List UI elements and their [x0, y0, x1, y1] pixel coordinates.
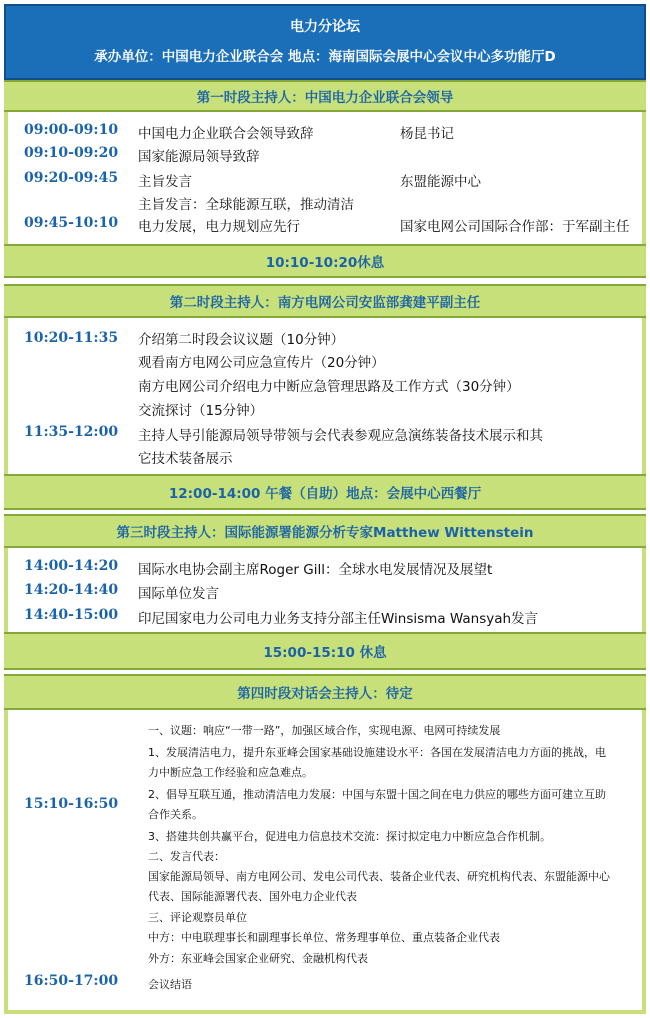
session1-time: 09:10-09:20	[24, 145, 119, 161]
session1-speaker: 东盟能源中心	[400, 174, 481, 190]
session3-time: 14:40-15:00	[24, 607, 119, 623]
session1-item: 主旨发言	[138, 174, 192, 190]
forum-host-location: 承办单位：中国电力企业联合会 地点：海南国际会展中心会议中心多功能厅D	[94, 49, 556, 65]
session4-item: 3、搭建共创共赢平台，促进电力信息技术交流：探讨拟定电力中断应急合作机制。	[148, 830, 551, 843]
session3-item: 印尼国家电力公司电力业务支持分部主任Winsisma Wansyah发言	[138, 611, 539, 627]
forum-header	[4, 4, 646, 80]
session3-time: 14:00-14:20	[24, 558, 119, 574]
session3-item: 国际水电协会副主席Roger Gill：全球水电发展情况及展望t	[138, 562, 493, 578]
session3-item: 国际单位发言	[138, 586, 219, 602]
break1-band: 10:10-10:20休息	[4, 244, 646, 278]
session2-item: 南方电网公司介绍电力中断应急管理思路及工作方式（30分钟）	[138, 379, 520, 395]
session4-item: 力中断应急工作经验和应急难点。	[148, 766, 313, 779]
session4-item: 2、倡导互联互通，推动清洁电力发展：中国与东盟十国之间在电力供应的哪些方面可建立互助	[148, 788, 606, 801]
session2-item: 观看南方电网公司应急宣传片（20分钟）	[138, 355, 385, 371]
session1-time: 09:45-10:10	[24, 215, 119, 231]
session1-item: 中国电力企业联合会领导致辞	[138, 126, 314, 142]
session4-title: 第四时段对话会主持人：待定	[4, 674, 646, 710]
session4-item: 中方：中电联理事长和副理事长单位、常务理事单位、重点装备企业代表	[148, 931, 500, 944]
session4-body	[4, 710, 646, 1014]
session2-item: 交流探讨（15分钟）	[138, 403, 264, 419]
session4-time: 16:50-17:00	[24, 973, 119, 989]
forum-title: 电力分论坛	[290, 19, 360, 35]
session2-body	[4, 318, 646, 474]
session3-title: 第三时段主持人：国际能源署能源分析专家Matthew Wittenstein	[4, 514, 646, 548]
session1-body	[4, 112, 646, 244]
session2-item: 介绍第二时段会议议题（10分钟）	[138, 332, 345, 348]
session1-time: 09:00-09:10	[24, 122, 119, 138]
session2-item: 主持人导引能源局领导带领与会代表参观应急演练装备技术展示和其	[138, 428, 543, 444]
session1-title: 第一时段主持人：中国电力企业联合会领导	[4, 80, 646, 112]
session4-item: 外方：东亚峰会国家企业研究、金融机构代表	[148, 952, 368, 965]
session1-speaker: 杨昆书记	[400, 126, 454, 142]
session3-body	[4, 548, 646, 632]
session2-item: 它技术装备展示	[138, 451, 233, 467]
session4-item: 三、评论观察员单位	[148, 911, 247, 924]
session4-item: 国家能源局领导、南方电网公司、发电公司代表、装备企业代表、研究机构代表、东盟能源中心	[148, 870, 610, 883]
session4-item: 会议结语	[148, 978, 192, 991]
session2-time: 10:20-11:35	[24, 330, 119, 346]
session4-item: 二、发言代表：	[148, 850, 225, 863]
session1-speaker: 国家电网公司国际合作部：于军副主任	[400, 219, 630, 235]
session3-time: 14:20-14:40	[24, 582, 119, 598]
break2-band: 15:00-15:10 休息	[4, 632, 646, 670]
session1-item: 国家能源局领导致辞	[138, 149, 260, 165]
session4-item: 代表、国际能源署代表、国外电力企业代表	[148, 890, 357, 903]
session4-item: 合作关系。	[148, 808, 203, 821]
session1-item: 电力发展，电力规划应先行	[138, 219, 300, 235]
session2-time: 11:35-12:00	[24, 424, 119, 440]
lunch-band: 12:00-14:00 午餐（自助）地点：会展中心西餐厅	[4, 474, 646, 510]
session4-item: 1、发展清洁电力，提升东亚峰会国家基础设施建设水平：各国在发展清洁电力方面的挑战，电	[148, 746, 606, 759]
session2-title: 第二时段主持人：南方电网公司安监部龚建平副主任	[4, 284, 646, 318]
session4-time: 15:10-16:50	[24, 796, 119, 812]
session4-item: 一、议题：响应“一带一路”，加强区域合作，实现电源、电网可持续发展	[148, 724, 501, 737]
session1-time: 09:20-09:45	[24, 170, 119, 186]
session1-item: 主旨发言：全球能源互联，推动清洁	[138, 197, 354, 213]
